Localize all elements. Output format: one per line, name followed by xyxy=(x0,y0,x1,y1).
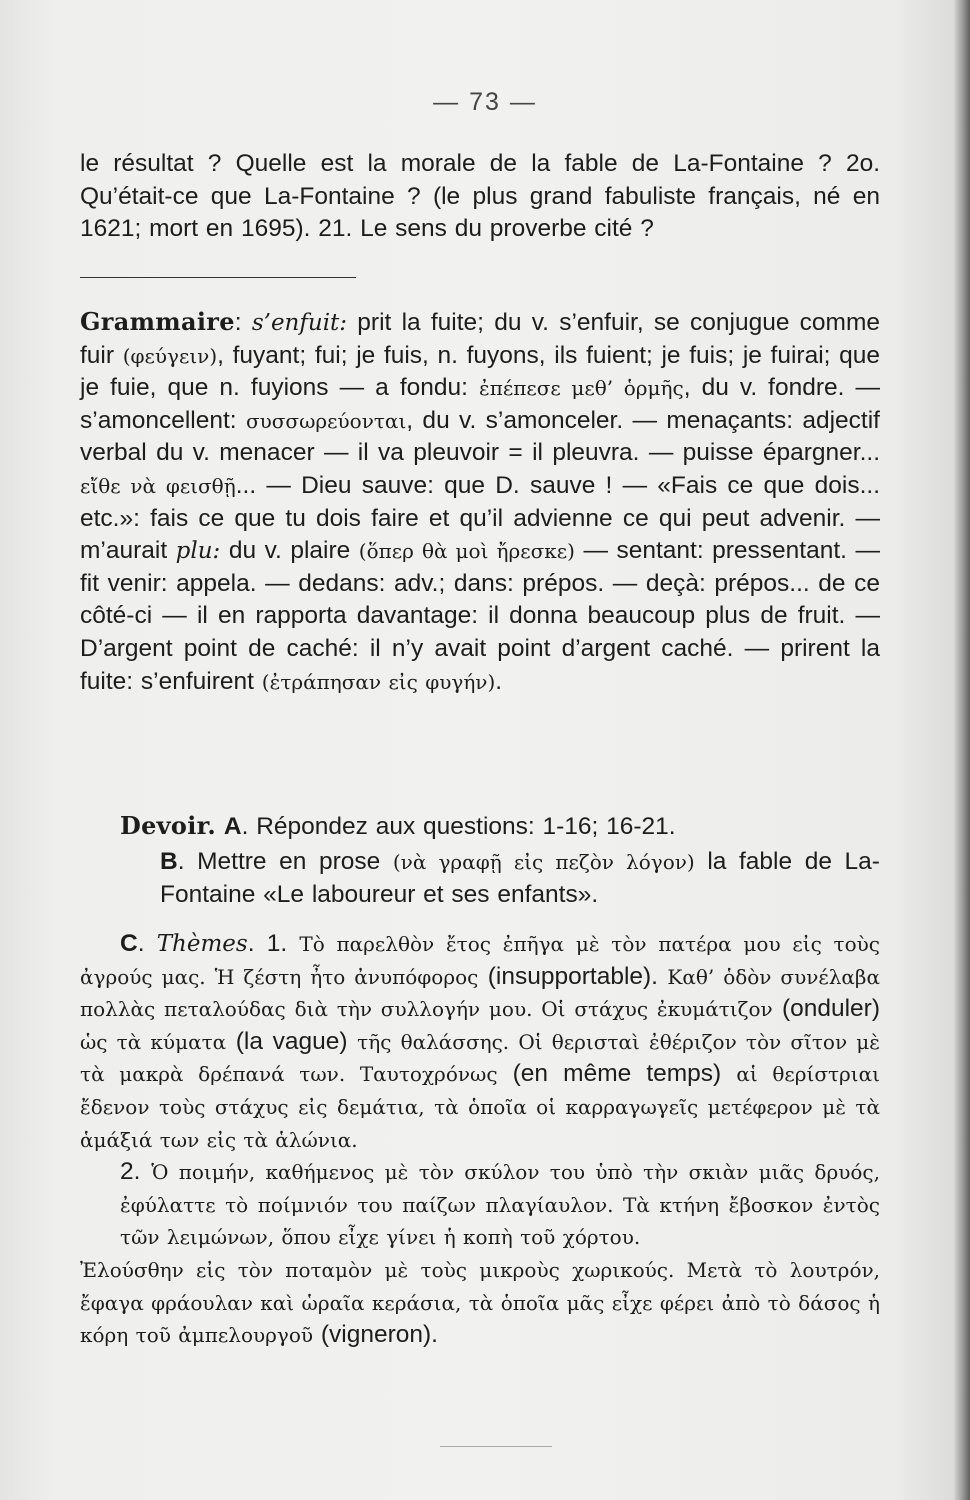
greek-gloss: συσσωρεύονται xyxy=(245,408,407,433)
exercise-c-text: . xyxy=(137,930,157,957)
greek-text: τῆς θαλάσσης. Οἱ θερισταὶ ἐθέριζον τὸν σῖτον μὲ τὰ μακρὰ δρέπανά των. Ταυτοχρόνως xyxy=(80,1029,880,1087)
grammar-seg: — sentant: pressentant. — fit venir: appela. — dedans: adv.; dans: prépos. — deçà: prépos... de ce côté-ci — il en rapporta davantage: il donna beaucoup plus de fruit. — D’argent point de caché: il n’y avait point d’argent caché. — prirent la fuite: s’enfuirent xyxy=(80,537,880,695)
greek-gloss: (ὅπερ θὰ μοὶ ἤρεσκε) xyxy=(358,539,575,564)
exercise-c-text: (en même temps) xyxy=(497,1060,737,1088)
exercise-b xyxy=(80,846,880,911)
grammar-paragraph xyxy=(80,306,880,698)
devoir-text-a: . Répondez aux questions: 1-16; 16-21. xyxy=(241,813,676,840)
greek-text: Τὸ παρελθὸν ἔτος ἐπῆγα μὲ τὸν πατέρα μου εἰς τοὺς ἀγρούς μας. Ἡ ζέστη ἦτο ἀνυπόφορος xyxy=(80,932,880,989)
greek-text: Καθ’ ὁδὸν συνέλαβα πολλὰς πεταλούδας διὰ τὴν συλλογήν μου. Οἱ στάχυς ἐκυμάτιζον xyxy=(80,964,881,1022)
exercise-b-wrap xyxy=(80,846,880,911)
grammar-seg: . xyxy=(495,667,503,695)
grammar-seg: ... — Dieu sauve: que D. sauve ! — «Fais ce que dois... etc.»: fais ce que tu dois faire et qu’il advienne ce qui peut advenir. — m’aurait xyxy=(80,471,881,565)
exercise-c-item-3 xyxy=(80,1254,880,1352)
intro-text: le résultat ? Quelle est la morale de la fable de La-Fontaine ? 2o. Qu’était-ce que La-Fontaine ? (le plus grand fabuliste français, né en 1621; mort en 1695). 21. Le sens du proverbe cité ? xyxy=(80,150,880,243)
greek-text: αἱ θερίστριαι ἔδενον τοὺς στάχυς εἰς δεμάτια, τὰ ὁποῖα οἱ καρραγωγεῖς μετέφερον μὲ τὰ ἁμάξιά των εἰς τὰ ἁλώνια. xyxy=(80,1062,880,1152)
grammar-seg: , du v. fondre. —s’amoncellent: xyxy=(80,374,881,434)
greek-gloss: (φεύγειν) xyxy=(122,343,218,368)
bottom-rule xyxy=(440,1446,552,1447)
devoir-line xyxy=(80,810,880,844)
exercise-c-text: (la vague) xyxy=(226,1027,358,1055)
grammar-italic: plu: xyxy=(175,538,221,565)
greek-text: Ἐλούσθην εἰς τὸν ποταμὸν μὲ τοὺς μικροὺς χωρικούς. Μετὰ τὸ λουτρόν, ἔφαγα φράουλαν καὶ ὡραῖα κεράσια, τὰ ὁποῖα μᾶς εἶχε φέρει ἀπὸ τὸ δάσος ἡ κόρη τοῦ ἀμπελουργοῦ xyxy=(80,1257,880,1348)
exercise-b-label: B xyxy=(160,848,178,875)
devoir-heading: Devoir. xyxy=(120,811,217,840)
intro-paragraph xyxy=(80,148,880,246)
section-divider xyxy=(80,277,356,278)
exercise-b-text: . Mettre en prose xyxy=(177,848,393,875)
greek-gloss: ἐπέπεσε μεθ’ ὁρμῆς xyxy=(479,376,684,401)
exercise-c-item-2 xyxy=(80,1156,880,1254)
grammar-seg: du v. plaire xyxy=(220,537,359,565)
grammar-seg: : xyxy=(234,309,252,336)
page-edge-shadow xyxy=(954,0,970,1500)
greek-gloss: εἴθε νὰ φεισθῇ xyxy=(80,473,236,498)
exercise-c-text: 2. xyxy=(120,1158,152,1186)
devoir-wrap xyxy=(80,810,880,844)
exercise-c xyxy=(80,928,880,1352)
exercise-c-text: (insupportable). xyxy=(478,962,668,990)
exercise-c-text: . 1. xyxy=(247,930,300,957)
devoir-label-a: A xyxy=(223,813,242,840)
exercise-c-italic: Thèmes xyxy=(156,931,248,957)
grammar-seg: , du v. s’amonceler. — menaçants: adjectif verbal du v. menacer — il va pleuvoir = il pleuvra. — puisse épargner... xyxy=(80,406,880,467)
greek-text: ὡς τὰ κύματα xyxy=(80,1029,227,1054)
page-number: — 73 — xyxy=(433,88,537,116)
greek-text: Ὁ ποιμήν, καθήμενος μὲ τὸν σκύλον του ὑπὸ τὴν σκιὰν μιᾶς δρυός, ἐφύλαττε τὸ ποίμνιόν του παίζων πλαγίαυλον. Τὰ κτήνη ἔβοσκον ἐντὸς τῶν λειμώνων, ὅπου εἶχε γίνει ἡ κοπὴ τοῦ χόρτου. xyxy=(120,1160,880,1250)
grammar-italic: s’enfuit: xyxy=(251,310,348,336)
greek-gloss: (ἐτράπησαν εἰς φυγήν) xyxy=(261,669,496,694)
exercise-c-label: C xyxy=(120,930,138,957)
exercise-b-text: la fable de La-Fontaine «Le laboureur et ses enfants». xyxy=(160,848,880,908)
exercise-c-indent xyxy=(80,930,120,957)
exercise-c-text: (vigneron). xyxy=(313,1321,438,1349)
grammar-seg: , fuyant; fui; je fuis, n. fuyons, ils fuient; je fuis; je fuirai; que je fuie, que n. fuyions — a fondu: xyxy=(80,341,881,402)
grammar-seg: prit la fuite; du v. s’enfuir, se conjugue comme fuir xyxy=(80,309,881,369)
greek-gloss: (νὰ γραφῇ εἰς πεζὸν λόγον) xyxy=(392,850,695,874)
grammar-heading: Grammaire xyxy=(80,307,235,336)
exercise-c-text: (onduler) xyxy=(772,995,880,1023)
